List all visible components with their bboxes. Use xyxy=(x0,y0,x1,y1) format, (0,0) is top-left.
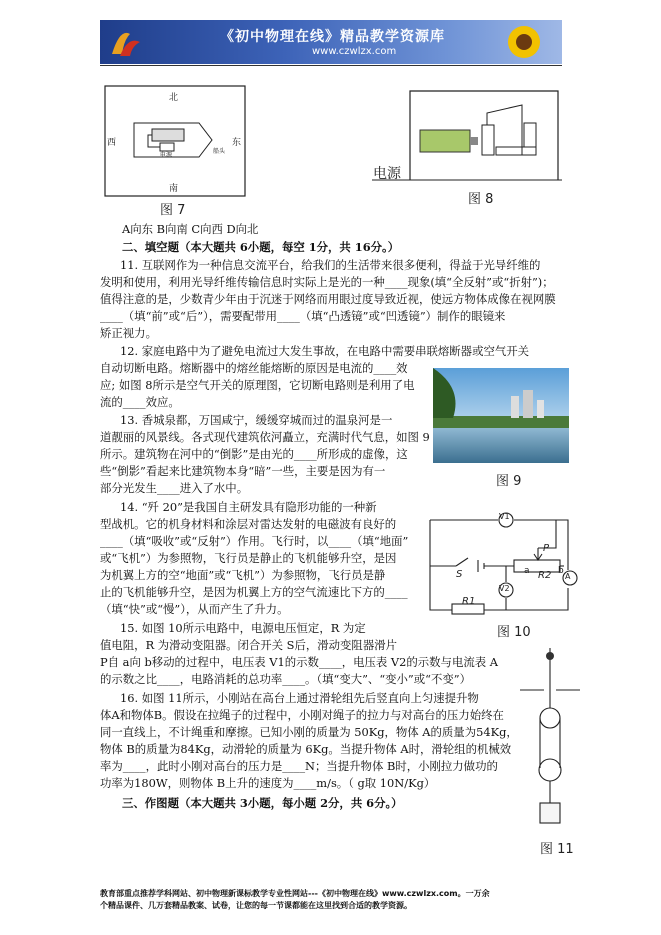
fig7-east: 东 xyxy=(232,138,242,148)
q13-line4: 些“倒影”看起来比建筑物本身“暗”一些，主要是因为有一 xyxy=(100,464,386,478)
page-footer xyxy=(100,888,560,912)
fig10-caption: 图 10 xyxy=(497,625,531,640)
section-3-heading: 三、作图题（本大题共 3小题，每小题 2分，共 6分。） xyxy=(122,796,403,810)
fig10-v1: V1 xyxy=(499,512,510,521)
q15-line3: P自 a向 b移动的过程中，电压表 V1的示数____，电压表 V2的示数与电流表 A xyxy=(100,655,498,669)
q15-line1: 15. 如图 10所示电路中，电源电压恒定，R 为定 xyxy=(120,621,366,635)
fig10-r1: R1 xyxy=(462,596,476,607)
fig10-v2: V2 xyxy=(499,584,510,593)
q12-line1: 12. 家庭电路中为了避免电流过大发生事故，在电路中需要串联熔断器或空气开关 xyxy=(120,344,530,358)
fig10-p: P xyxy=(543,543,550,554)
q15-line4: 的示数之比____，电路消耗的总功率____。（填“变大”、“变小”或“不变”） xyxy=(100,672,471,686)
fig11-caption: 图 11 xyxy=(540,842,574,857)
q11-line5: 矫正视力。 xyxy=(100,326,157,340)
q16-line3: 同一直线上，不计绳重和摩擦。已知小刚的质量为 50Kg，物体 A的质量为54Kg， xyxy=(100,725,518,739)
fig10-point-a: a xyxy=(524,566,530,576)
q11-line2: 发明和使用，利用光导纤维传输信息时实际上是光的一种____现象(填“全反射”或“折射”)； xyxy=(100,275,554,289)
fig7-top-label: 船头 xyxy=(213,148,226,155)
q14-line5: 为机翼上方的空“地面”或“飞机”）为参照物，飞行员是静 xyxy=(100,568,386,582)
q16-line1: 16. 如图 11所示，小刚站在高台上通过滑轮组先后竖直向上匀速提升物 xyxy=(120,691,479,705)
figure-10-circuit xyxy=(428,506,580,620)
q11-line1: 11. 互联网作为一种信息交流平台，给我们的生活带来很多便利，得益于光导纤维的 xyxy=(120,258,541,272)
q14-line4: 或“飞机”）为参照物，飞行员是静止的飞机能够升空，是因 xyxy=(100,551,397,565)
header-title: 《初中物理在线》精品教学资源库 xyxy=(220,29,445,45)
q12-line4: 流的____效应。 xyxy=(100,395,180,409)
fig10-r2: R2 xyxy=(538,570,552,581)
fig10-s: S xyxy=(456,569,463,580)
sunflower-icon xyxy=(494,22,554,62)
q16-line6: 功率为180W，则物体 B上升的速度为____m/s。（ g取 10N/Kg） xyxy=(100,776,436,790)
q14-line3: ____（填“吸收”或“反射”）作用。飞行时，以____（填“地面” xyxy=(100,534,409,548)
q16-line5: 率为____，此时小刚对高台的压力是____N；当提升物体 B时，小刚拉力做功的 xyxy=(100,759,498,773)
header-url: www.czwlzx.com xyxy=(312,46,397,57)
header-banner xyxy=(100,20,562,64)
q13-line2: 道靓丽的风景线。各式现代建筑依河矗立，充满时代气息，如图 9 xyxy=(100,430,430,444)
figure-11-pulley xyxy=(520,648,580,838)
figure-9-photo xyxy=(433,368,569,463)
fig7-south: 南 xyxy=(169,184,179,194)
q14-line2: 型战机。它的机身材料和涂层对雷达发射的电磁波有良好的 xyxy=(100,517,397,531)
q13-line3: 所示。建筑物在河中的“倒影”是由光的____所形成的虚像，这 xyxy=(100,447,408,461)
q14-line1: 14. “歼 20”是我国自主研发具有隐形功能的一种新 xyxy=(120,500,377,514)
header-divider xyxy=(100,65,562,66)
site-logo-icon xyxy=(106,24,146,60)
fig7-west: 西 xyxy=(107,138,117,148)
fig10-point-b: b xyxy=(558,566,564,576)
q14-line7: （填“快”或“慢”），从而产生了升力。 xyxy=(100,602,289,616)
q12-line3: 应; 如图 8所示是空气开关的原理图，它切断电路则是利用了电 xyxy=(100,378,415,392)
q16-line2: 体A和物体B。假设在拉绳子的过程中，小刚对绳子的拉力与对高台的压力始终在 xyxy=(100,708,504,722)
q15-line2: 值电阻，R 为滑动变阻器。闭合开关 S后，滑动变阻器滑片 xyxy=(100,638,397,652)
fig7-north: 北 xyxy=(169,93,179,103)
q16-line4: 物体 B的质量为84Kg，动滑轮的质量为 6Kg。当提升物体 A时，滑轮组的机械效 xyxy=(100,742,512,756)
q11-line4: ____（填“前”或“后”），需要配带用____（填“凸透镜”或“凹透镜”）制作的眼镜来 xyxy=(100,309,506,323)
fig9-caption: 图 9 xyxy=(496,474,522,489)
question-10-options: A向东 B向南 C向西 D向北 xyxy=(122,222,259,236)
q14-line6: 止的飞机能够升空，是因为机翼上方的空气流速比下方的____ xyxy=(100,585,408,599)
footer-line-1: 教育部重点推荐学科网站、初中物理新课标教学专业性网站---《初中物理在线》www.czwlzx.com。一万余 xyxy=(100,889,490,898)
fig7-caption: 图 7 xyxy=(160,203,186,218)
q13-line5: 部分光发生____进入了水中。 xyxy=(100,481,249,495)
footer-line-2: 个精品课件、几万套精品教案、试卷，让您的每一节课都能在这里找到合适的教学资源。 xyxy=(100,901,412,910)
section-2-heading: 二、填空题（本大题共 6小题，每空 1分，共 16分。） xyxy=(122,240,400,254)
fig8-source: 电源 xyxy=(373,166,401,182)
q11-line3: 值得注意的是，少数青少年由于沉迷于网络而用眼过度导致近视，使远方物体成像在视网膜 xyxy=(100,292,556,306)
q13-line1: 13. 香城泉都，万国咸宁，缓缓穿城而过的温泉河是一 xyxy=(120,413,393,427)
fig10-a: A xyxy=(565,572,571,581)
fig7-source: 电源 xyxy=(160,152,173,159)
fig8-caption: 图 8 xyxy=(468,192,494,207)
q12-line2: 自动切断电路。熔断器中的熔丝能熔断的原因是电流的____效 xyxy=(100,361,408,375)
